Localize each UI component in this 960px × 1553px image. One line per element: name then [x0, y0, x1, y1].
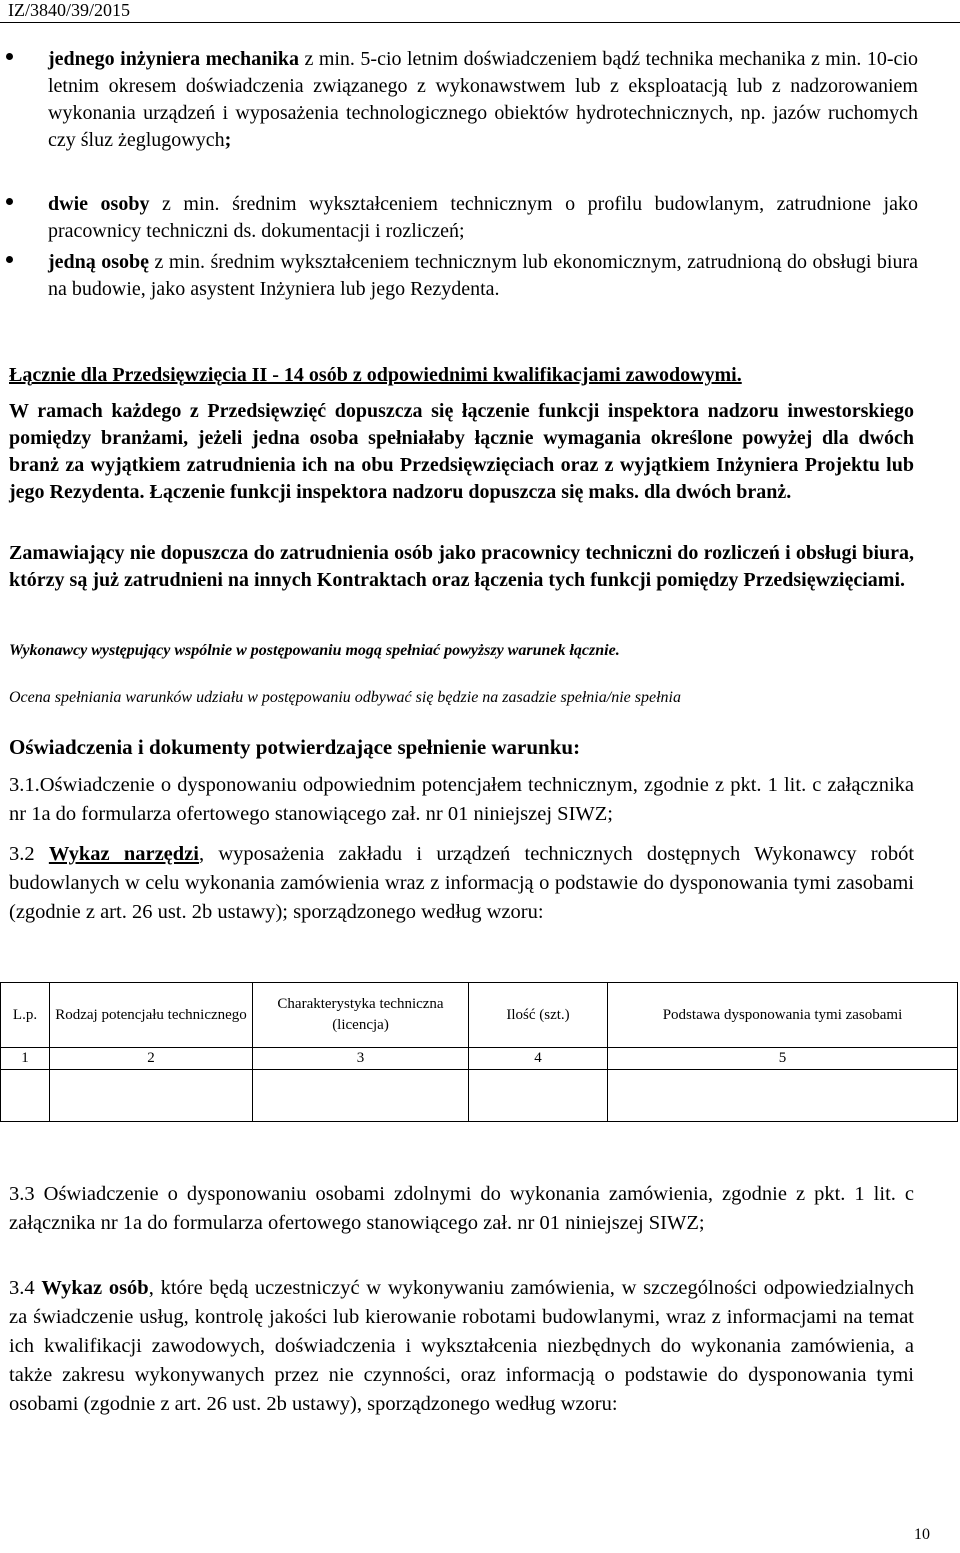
total-staff-summary: Łącznie dla Przedsięwzięcia II - 14 osób z odpowiednimi kwalifikacjami zawodowymi. — [9, 364, 742, 386]
bullet-technical-staff: dwie osoby z min. średnim wykształceniem technicznym o profilu budowlanym, zatrudnione jako pracownicy techniczni ds. dokumentacji i rozliczeń; — [48, 191, 918, 245]
table-empty-row — [1, 1070, 958, 1122]
table-empty-cell — [608, 1070, 958, 1122]
documents-heading: Oświadczenia i dokumenty potwierdzające spełnienie warunku: — [9, 735, 581, 759]
bullet-icon — [6, 198, 13, 205]
paragraph-3-4: 3.4 Wykaz osób, które będą uczestniczyć w wykonywaniu zamówienia, w szczególności odpowiedzialnych za świadczenie usług, kontrolę jakości lub kierowanie robotami budowlanymi, wraz z informacjami na temat ich kwalifikacji zawodowych, doświadczenia i wykształcenia niezbędnych do wykonania zamówienia, a także zakresu wykonywanych przez nie czynności, oraz informacją o podstawie do dysponowania tymi osobami (zgodnie z art. 26 ust. 2b ustawy), sporządzonego według wzoru: — [9, 1277, 914, 1415]
bullet-icon — [6, 256, 13, 263]
document-header — [0, 0, 960, 23]
table-header-cell: Charakterystyka techniczna (licencja) — [253, 983, 469, 1048]
tools-table — [0, 982, 958, 1122]
employment-restriction-rule: Zamawiający nie dopuszcza do zatrudnienia osób jako pracownicy techniczni do rozliczeń i obsługi biura, którzy są już zatrudnieni na innych Kontraktach oraz łączenia tych funkcji pomiędzy Przedsięwzięciami. — [9, 542, 914, 591]
table-number-cell: 5 — [608, 1048, 958, 1070]
table-empty-cell — [1, 1070, 50, 1122]
table-number-cell: 2 — [50, 1048, 253, 1070]
page-number: 10 — [914, 1526, 930, 1543]
table-number-cell: 3 — [253, 1048, 469, 1070]
table-empty-cell — [50, 1070, 253, 1122]
table-header-cell: Podstawa dysponowania tymi zasobami — [608, 983, 958, 1048]
table-header-cell: Ilość (szt.) — [469, 983, 608, 1048]
function-combining-rule: W ramach każdego z Przedsięwzięć dopuszcza się łączenie funkcji inspektora nadzoru inwestorskiego pomiędzy branżami, jeżeli jedna osoba spełniałaby łącznie wymagania określone powyżej dla dwóch branż za wyjątkiem zatrudnienia ich na obu Przedsięwzięciach oraz z wyjątkiem Inżyniera Projektu lub jego Rezydenta. Łączenie funkcji inspektora nadzoru dopuszcza się maks. dla dwóch branż. — [9, 400, 914, 503]
table-header-cell: Rodzaj potencjału technicznego — [50, 983, 253, 1048]
bullet-icon — [6, 53, 13, 60]
table-header-row — [1, 983, 958, 1048]
paragraph-3-3: 3.3 Oświadczenie o dysponowaniu osobami zdolnymi do wykonania zamówienia, zgodnie z pkt. 1 lit. c załącznika nr 1a do formularza ofertowego stanowiącego zał. nr 01 niniejszej SIWZ; — [9, 1183, 914, 1234]
table-number-cell: 1 — [1, 1048, 50, 1070]
table-number-cell: 4 — [469, 1048, 608, 1070]
joint-contractors-note: Wykonawcy występujący wspólnie w postępowaniu mogą spełniać powyższy warunek łącznie. — [9, 642, 620, 659]
bullet-mechanical-engineer: jednego inżyniera mechanika z min. 5-cio letnim doświadczeniem bądź technika mechanika z min. 10-cio letnim okresem doświadczenia związanego z wykonawstwem lub z eksploatacją lub z nadzorowaniem wykonania urządzeń i wyposażenia technologicznego obiektów hydrotechnicznych, np. jazów ruchomych czy śluz żeglugowych; — [48, 46, 918, 154]
paragraph-3-2: 3.2 Wykaz narzędzi, wyposażenia zakładu i urządzeń technicznych dostępnych Wykonawcy robót budowlanych w celu wykonania zamówienia wraz z informacją o podstawie do dysponowania tymi zasobami (zgodnie z art. 26 ust. 2b ustawy); sporządzonego według wzoru: — [9, 843, 915, 923]
assessment-note: Ocena spełniania warunków udziału w postępowaniu odbywać się będzie na zasadzie spełnia/nie spełnia — [9, 689, 681, 706]
table-empty-cell — [253, 1070, 469, 1122]
reference-number: IZ/3840/39/2015 — [8, 0, 130, 20]
paragraph-3-1: 3.1.Oświadczenie o dysponowaniu odpowiednim potencjałem technicznym, zgodnie z pkt. 1 lit. c załącznika nr 1a do formularza ofertowego stanowiącego zał. nr 01 niniejszej SIWZ; — [9, 774, 914, 825]
bullet-office-assistant: jedną osobę z min. średnim wykształceniem technicznym lub ekonomicznym, zatrudnioną do obsługi biura na budowie, jako asystent Inżyniera lub jego Rezydenta. — [48, 249, 918, 303]
table-empty-cell — [469, 1070, 608, 1122]
table-header-cell: L.p. — [1, 983, 50, 1048]
table-number-row — [1, 1048, 958, 1070]
